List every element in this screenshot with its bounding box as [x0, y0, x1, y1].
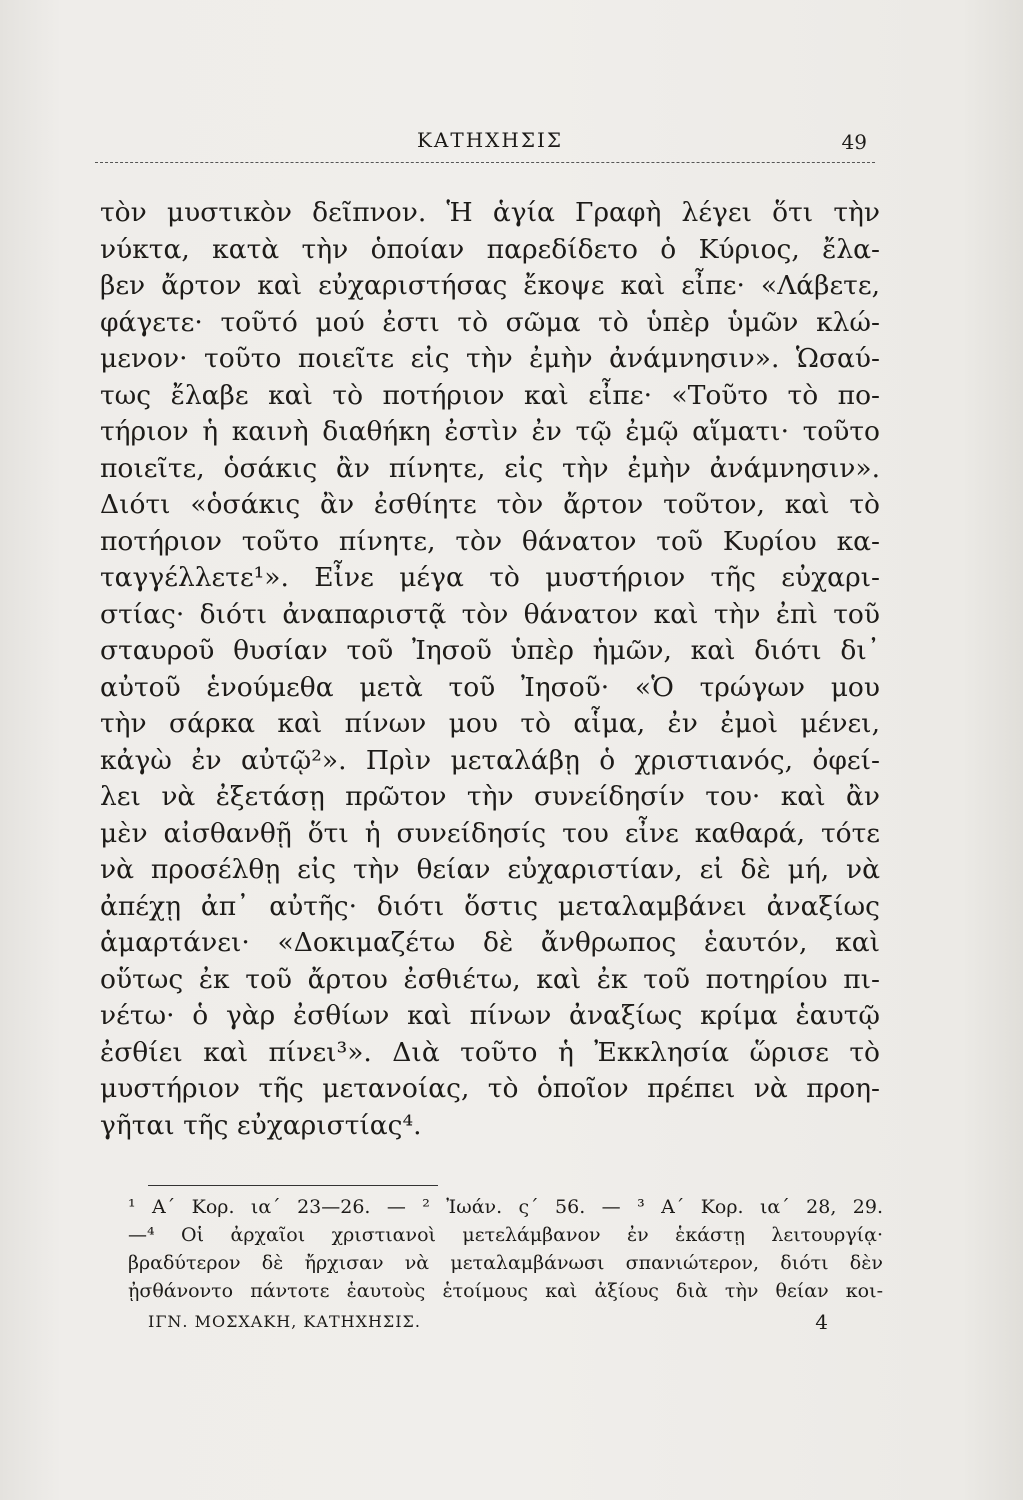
text-line: ταγγέλλετε¹». Εἶνε μέγα τὸ μυστήριον τῆς εὐχαρι- — [100, 562, 880, 593]
text-line: τήριον ἡ καινὴ διαθήκη ἐστὶν ἐν τῷ ἐμῷ αἵματι· τοῦτο — [100, 416, 880, 447]
footnote-rule — [148, 1185, 438, 1186]
text-line: σταυροῦ θυσίαν τοῦ Ἰησοῦ ὑπὲρ ἡμῶν, καὶ διότι δι᾽ — [100, 635, 880, 666]
page-number: 49 — [841, 130, 867, 154]
text-line: στίας· διότι ἀναπαριστᾷ τὸν θάνατον καὶ τὴν ἐπὶ τοῦ — [100, 598, 880, 630]
text-line: βεν ἄρτον καὶ εὐχαριστήσας ἔκοψε καὶ εἶπε· «Λάβετε, — [100, 270, 880, 301]
text-line: μὲν αἰσθανθῇ ὅτι ἡ συνείδησίς του εἶνε καθαρά, τότε — [100, 817, 880, 849]
footnote-line: βραδύτερον δὲ ἤρχισαν νὰ μεταλαμβάνωσι σπανιώτερον, διότι δὲν — [128, 1252, 883, 1274]
text-line: νὰ προσέλθῃ εἰς τὴν θείαν εὐχαριστίαν, εἰ δὲ μή, νὰ — [100, 854, 880, 885]
text-line: λει νὰ ἐξετάσῃ πρῶτον τὴν συνείδησίν του· καὶ ἂν — [100, 781, 880, 812]
footnotes — [128, 1193, 883, 1305]
footnote-line: —⁴ Οἱ ἀρχαῖοι χριστιανοὶ μετελάμβανον ἐν ἑκάστῃ λειτουργίᾳ· — [128, 1224, 883, 1246]
text-line: μυστήριον τῆς μετανοίας, τὸ ὁποῖον πρέπει νὰ προη- — [100, 1073, 880, 1104]
text-line: τὴν σάρκα καὶ πίνων μου τὸ αἷμα, ἐν ἐμοὶ μένει, — [100, 708, 880, 739]
printer-signature: ΙΓΝ. ΜΟΣΧΑΚΗ, ΚΑΤΗΧΗΣΙΣ. — [148, 1312, 421, 1331]
text-line: κἀγὼ ἐν αὐτῷ²». Πρὶν μεταλάβῃ ὁ χριστιανός, ὀφεί- — [100, 744, 880, 776]
text-line: νέτω· ὁ γὰρ ἐσθίων καὶ πίνων ἀναξίως κρίμα ἑαυτῷ — [100, 1000, 880, 1031]
text-line: ποτήριον τοῦτο πίνητε, τὸν θάνατον τοῦ Κυρίου κα- — [100, 525, 880, 557]
page-footer — [148, 1312, 828, 1342]
text-line: αὐτοῦ ἑνούμεθα μετὰ τοῦ Ἰησοῦ· «Ὁ τρώγων μου — [100, 671, 880, 703]
text-line: τως ἔλαβε καὶ τὸ ποτήριον καὶ εἶπε· «Τοῦτο τὸ πο- — [100, 379, 880, 411]
page-header — [105, 128, 875, 164]
text-line: οὕτως ἐκ τοῦ ἄρτου ἐσθιέτω, καὶ ἐκ τοῦ ποτηρίου πι- — [100, 963, 880, 995]
body-text — [100, 195, 880, 1144]
text-line: Διότι «ὁσάκις ἂν ἐσθίητε τὸν ἄρτον τοῦτον, καὶ τὸ — [100, 489, 880, 520]
text-line: ἀπέχῃ ἀπ᾽ αὐτῆς· διότι ὅστις μεταλαμβάνει ἀναξίως — [100, 890, 880, 922]
text-line: ἐσθίει καὶ πίνει³». Διὰ τοῦτο ἡ Ἐκκλησία ὥρισε τὸ — [100, 1036, 880, 1068]
text-line: τὸν μυστικὸν δεῖπνον. Ἡ ἁγία Γραφὴ λέγει ὅτι τὴν — [100, 197, 880, 228]
running-head: ΚΑΤΗΧΗΣΙΣ — [416, 128, 564, 152]
text-line: ποιεῖτε, ὁσάκις ἂν πίνητε, εἰς τὴν ἐμὴν ἀνάμνησιν». — [100, 452, 880, 484]
sheet-number: 4 — [815, 1310, 828, 1334]
text-line: νύκτα, κατὰ τὴν ὁποίαν παρεδίδετο ὁ Κύριος, ἔλα- — [100, 233, 880, 265]
text-line: φάγετε· τοῦτό μού ἐστι τὸ σῶμα τὸ ὑπὲρ ὑμῶν κλώ- — [100, 306, 880, 338]
footnote-line: ¹ Α΄ Κορ. ια΄ 23—26. — ² Ἰωάν. ς΄ 56. — ³ Α΄ Κορ. ια΄ 28, 29. — [128, 1196, 883, 1218]
text-line: ἁμαρτάνει· «Δοκιμαζέτω δὲ ἄνθρωπος ἑαυτόν, καὶ — [100, 927, 880, 958]
header-rule — [95, 162, 875, 163]
text-line: γῆται τῆς εὐχαριστίας⁴. — [100, 1109, 422, 1141]
footnote-line: ᾐσθάνοντο πάντοτε ἑαυτοὺς ἑτοίμους καὶ ἀξίους διὰ τὴν θείαν κοι- — [128, 1280, 883, 1302]
text-line: μενον· τοῦτο ποιεῖτε εἰς τὴν ἐμὴν ἀνάμνησιν». Ὡσαύ- — [100, 343, 880, 374]
